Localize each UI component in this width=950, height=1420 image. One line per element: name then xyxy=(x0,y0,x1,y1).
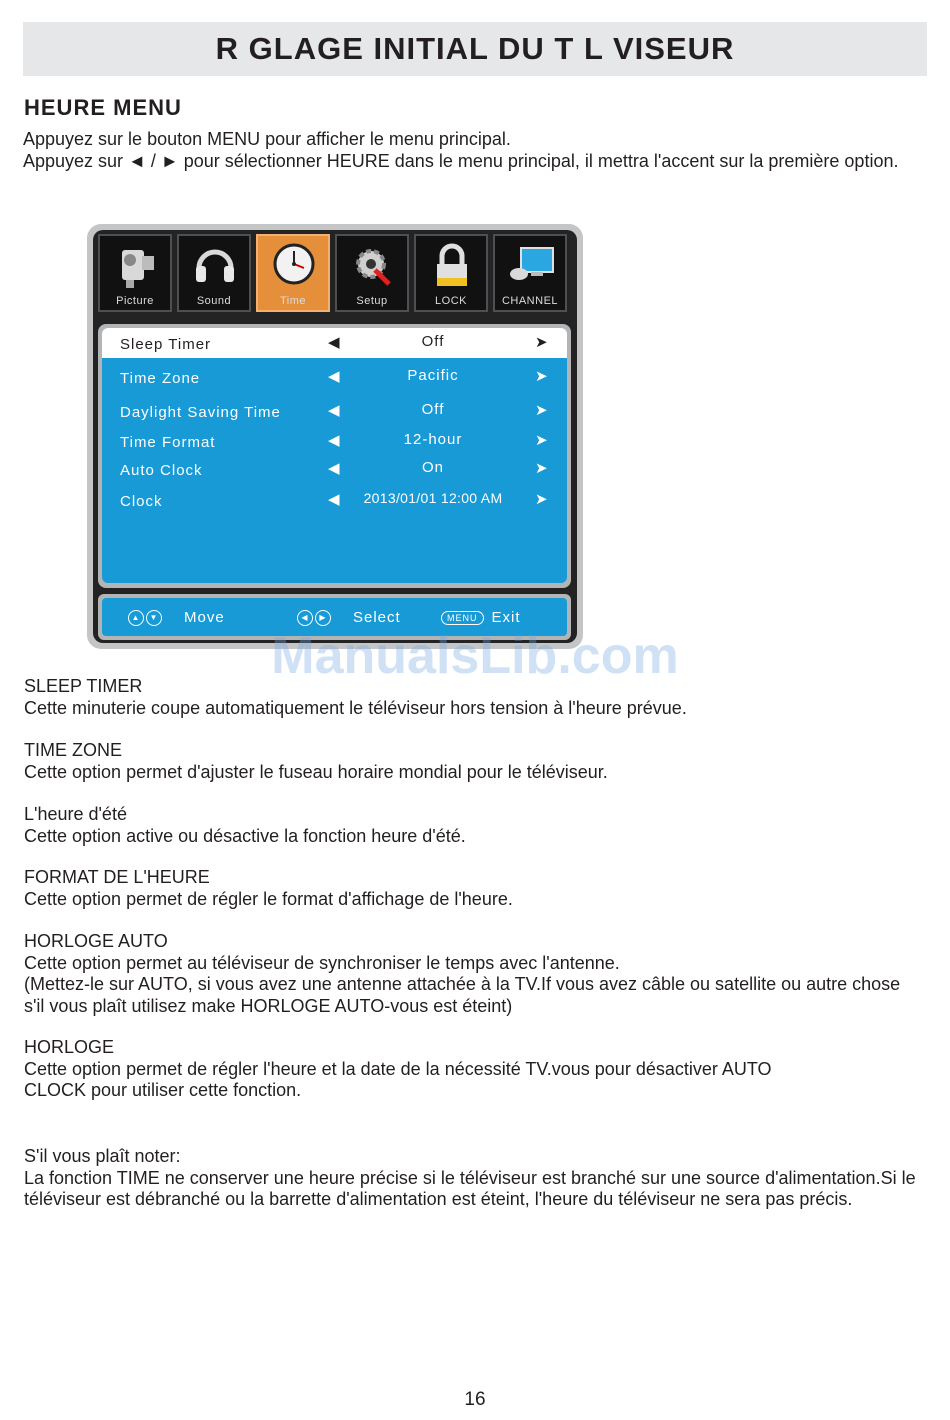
menu-row-value: On xyxy=(421,459,444,476)
tab-label: Time xyxy=(279,295,307,307)
lock-icon xyxy=(428,240,476,292)
menu-row-value: 2013/01/01 12:00 AM xyxy=(363,490,503,506)
note-heading: S'il vous plaît noter: xyxy=(24,1146,181,1166)
section-text: (Mettez-le sur AUTO, si vous avez une antenne attachée à la TV.If vous avez câble ou satellite ou autre chose s'il vous plaît utilisez make HORLOGE AUTO-vous est éteint) xyxy=(24,974,901,1016)
footer-move xyxy=(128,609,225,626)
clock-icon xyxy=(270,240,318,292)
tv-menu-illustration xyxy=(87,224,583,649)
note-text: La fonction TIME ne conserver une heure précise si le téléviseur est branché sur une source d'alimentation.Si le téléviseur est débranché ou la barrette d'alimentation est éteint, l'heure du téléviseur ne sera pas précis. xyxy=(24,1167,916,1209)
tab-channel[interactable] xyxy=(493,234,567,312)
camera-icon xyxy=(112,240,160,292)
right-arrow-icon[interactable]: ➤ xyxy=(535,460,549,477)
section-text: Cette option active ou désactive la fonction heure d'été. xyxy=(24,825,466,846)
tab-label: CHANNEL xyxy=(501,295,559,307)
menu-row-time-zone[interactable] xyxy=(102,362,567,392)
satellite-monitor-icon xyxy=(507,240,555,292)
menu-row-value: Off xyxy=(421,333,445,350)
section-text: Cette option permet d'ajuster le fuseau horaire mondial pour le téléviseur. xyxy=(24,761,608,782)
section-heading: SLEEP TIMER xyxy=(24,676,143,696)
menu-row-auto-clock[interactable] xyxy=(102,454,567,484)
headphones-icon xyxy=(191,240,239,292)
tv-menu-frame xyxy=(93,230,577,643)
section-heading: L'heure d'été xyxy=(24,804,127,824)
left-arrow-icon[interactable]: ◀ xyxy=(328,491,341,508)
section-auto-clock xyxy=(24,931,924,1017)
footer-select-label: Select xyxy=(353,609,401,626)
menu-row-label: Sleep Timer xyxy=(120,336,212,353)
tab-label: Picture xyxy=(116,295,154,307)
section-time-zone xyxy=(24,740,924,783)
section-heading: HORLOGE AUTO xyxy=(24,931,168,951)
menu-row-label: Daylight Saving Time xyxy=(120,404,281,421)
section-daylight xyxy=(24,804,924,847)
footer-exit-label: Exit xyxy=(491,609,521,626)
watermark: ManualsLib.com xyxy=(271,627,679,685)
page-title: R GLAGE INITIAL DU T L VISEUR xyxy=(215,31,735,66)
tab-picture[interactable] xyxy=(98,234,172,312)
footer-move-label: Move xyxy=(184,609,225,626)
footer-select xyxy=(297,609,401,626)
tab-setup[interactable] xyxy=(335,234,409,312)
section-time-format xyxy=(24,867,924,910)
tab-sound[interactable] xyxy=(177,234,251,312)
gear-wrench-icon xyxy=(349,240,397,292)
menu-row-value: Off xyxy=(421,401,445,418)
note xyxy=(24,1146,919,1211)
menu-key-icon: MENU xyxy=(441,611,484,625)
menu-row-daylight-saving[interactable] xyxy=(102,396,567,426)
section-heading: FORMAT DE L'HEURE xyxy=(24,867,210,887)
page-title-bar xyxy=(23,22,927,76)
up-button-icon: ▲ xyxy=(128,610,144,626)
tab-label: LOCK xyxy=(435,295,467,307)
intro-line: Appuyez sur ◄ / ► pour sélectionner HEURE dans le menu principal, il mettra l'accent sur la première option. xyxy=(23,151,899,171)
footer-exit xyxy=(441,609,521,626)
menu-row-value: Pacific xyxy=(407,367,459,384)
down-button-icon: ▼ xyxy=(146,610,162,626)
intro-text xyxy=(23,128,923,172)
section-text: Cette option permet au téléviseur de synchroniser le temps avec l'antenne. xyxy=(24,952,620,973)
menu-row-value: 12-hour xyxy=(403,431,463,448)
menu-row-label: Time Format xyxy=(120,434,216,451)
right-arrow-icon[interactable]: ➤ xyxy=(535,432,549,449)
right-arrow-icon[interactable]: ➤ xyxy=(535,334,549,351)
tab-lock[interactable] xyxy=(414,234,488,312)
menu-list xyxy=(102,328,567,583)
right-button-icon: ▶ xyxy=(315,610,331,626)
section-heading: HEURE MENU xyxy=(24,95,182,120)
section-heading: TIME ZONE xyxy=(24,740,122,760)
right-arrow-icon[interactable]: ➤ xyxy=(535,491,549,508)
section-text: Cette option permet de régler le format d'affichage de l'heure. xyxy=(24,888,513,909)
tab-label: Setup xyxy=(356,295,388,307)
tab-time[interactable] xyxy=(256,234,330,312)
tab-label: Sound xyxy=(196,295,232,307)
section-sleep-timer xyxy=(24,676,924,719)
menu-row-sleep-timer[interactable] xyxy=(102,328,567,358)
right-arrow-icon[interactable]: ➤ xyxy=(535,368,549,385)
menu-row-label: Time Zone xyxy=(120,370,201,387)
page-number: 16 xyxy=(464,1389,486,1410)
left-arrow-icon[interactable]: ◀ xyxy=(328,368,341,385)
left-arrow-icon[interactable]: ◀ xyxy=(328,432,341,449)
left-arrow-icon[interactable]: ◀ xyxy=(328,334,341,351)
left-arrow-icon[interactable]: ◀ xyxy=(328,460,341,477)
intro-line: Appuyez sur le bouton MENU pour afficher le menu principal. xyxy=(23,129,511,149)
menu-row-label: Auto Clock xyxy=(120,462,203,479)
left-arrow-icon[interactable]: ◀ xyxy=(328,402,341,419)
section-heading: HORLOGE xyxy=(24,1037,115,1057)
right-arrow-icon[interactable]: ➤ xyxy=(535,402,549,419)
section-text: Cette minuterie coupe automatiquement le téléviseur hors tension à l'heure prévue. xyxy=(24,697,687,718)
menu-tab-bar xyxy=(98,234,572,312)
section-clock xyxy=(24,1037,924,1102)
section-text: Cette option permet de régler l'heure et la date de la nécessité TV.vous pour désactiver AUTO CLOCK pour utiliser cette fonction. xyxy=(24,1058,772,1100)
menu-row-time-format[interactable] xyxy=(102,426,567,456)
menu-row-label: Clock xyxy=(120,493,163,510)
menu-list-frame xyxy=(98,324,571,588)
left-button-icon: ◀ xyxy=(297,610,313,626)
menu-row-clock[interactable] xyxy=(102,485,567,515)
